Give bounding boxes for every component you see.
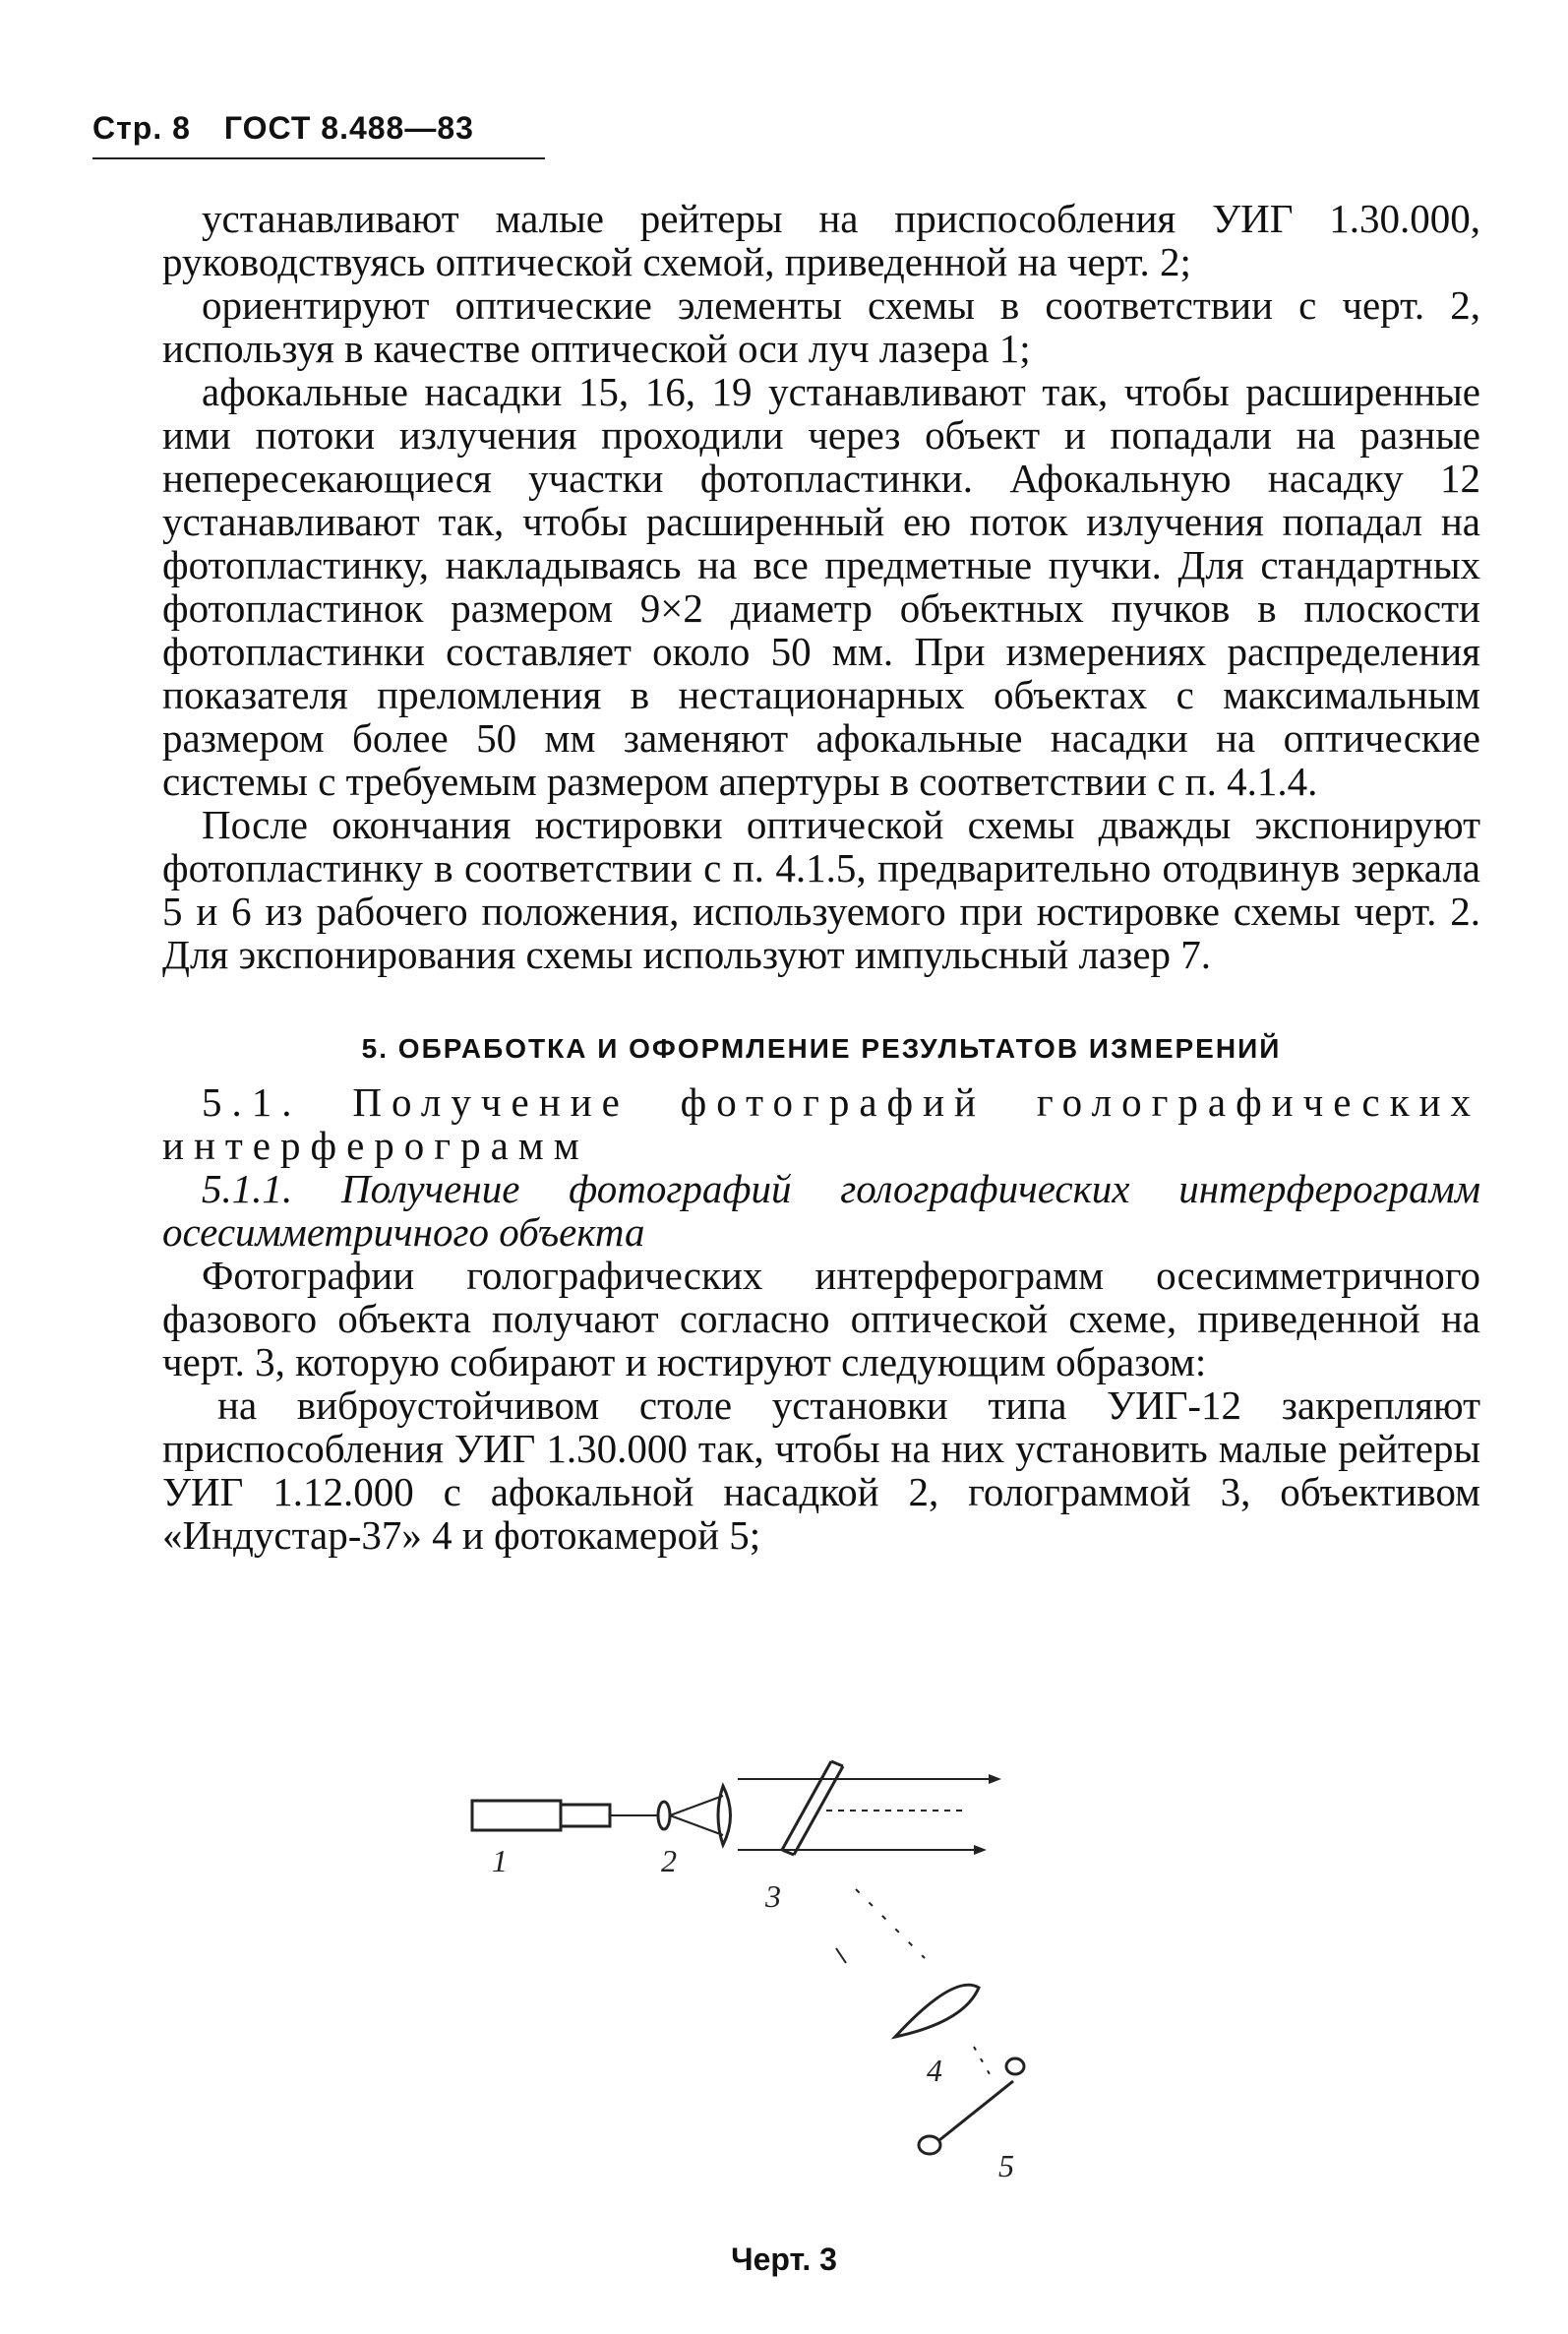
body-text xyxy=(162,197,1480,1557)
paragraph-5: Фотографии голографических интерферограмм осесимметричного фазового объекта получают согласно оптической схеме, приведенной на черт. 3, которую собирают и юстируют следующим образом: xyxy=(162,1253,1480,1384)
page-header xyxy=(92,110,508,147)
paragraph-2: ориентируют оптические элементы схемы в соответствии с черт. 2, используя в качестве оптической оси луч лазера 1; xyxy=(162,282,1480,371)
figure-label-4: 4 xyxy=(927,2053,942,2088)
figure-label-1: 1 xyxy=(492,1843,508,1878)
subsection-5-1: 5.1. Получение фотографий голографических интерферограмм xyxy=(162,1079,1480,1168)
subsection-5-1-1: 5.1.1. Получение фотографий голографических интерферограмм осесимметричного объекта xyxy=(162,1166,1480,1255)
paragraph-1: устанавливают малые рейтеры на приспособления УИГ 1.30.000, руководствуясь оптической схемой, приведенной на черт. 2; xyxy=(162,196,1480,284)
afocal-attachment xyxy=(658,1786,731,1845)
page-number: Стр. 8 xyxy=(92,110,191,146)
objective-element xyxy=(895,1985,979,2037)
figure-label-5: 5 xyxy=(998,2148,1014,2183)
paragraph-4: После окончания юстировки оптической схемы дважды экспонируют фотопластинку в соответствии с п. 4.1.5, предварительно отодвинув зеркала 5 и 6 из рабочего положения, используемого при юстировке схемы черт. 2. Для экспонирования схемы используют импульсный лазер 7. xyxy=(162,802,1480,977)
standard-number: ГОСТ 8.488—83 xyxy=(223,110,474,146)
figure-label-3: 3 xyxy=(765,1878,781,1914)
paragraph-6: на виброустойчивом столе установки типа УИГ-12 закрепляют приспособления УИГ 1.30.000 так, чтобы на них установить малые рейтеры УИГ 1.12.000 с афокальной насадкой 2, голограммой 3, объективом «Индустар-37» 4 и фотокамерой 5; xyxy=(162,1382,1480,1558)
laser-element xyxy=(472,1801,659,1830)
figure-label-2: 2 xyxy=(661,1843,677,1878)
optical-scheme-figure xyxy=(443,1751,1131,2204)
header-rule xyxy=(92,157,545,159)
light-beams xyxy=(738,1774,1001,2081)
figure-caption: Черт. 3 xyxy=(731,2242,837,2277)
paragraph-3: афокальные насадки 15, 16, 19 устанавливают так, чтобы расширенные ими потоки излучения проходили через объект и попадали на разные непересекающиеся участки фотопластинки. Афокальную насадку 12 устанавливают так, чтобы расширенный ею поток излучения попадал на фотопластинку, накладываясь на все предметные пучки. Для стандартных фотопластинок размером 9×2 диаметр объектных пучков в плоскости фотопластинки составляет около 50 мм. При измерениях распределения показателя преломления в нестационарных объектах с максимальным размером более 50 мм заменяют афокальные насадки на оптические системы с требуемым размером апертуры в соответствии с п. 4.1.4. xyxy=(162,369,1480,804)
hologram-element xyxy=(782,1761,843,1855)
section-title: 5. ОБРАБОТКА И ОФОРМЛЕНИЕ РЕЗУЛЬТАТОВ ИЗМЕРЕНИЙ xyxy=(361,1033,1282,1064)
